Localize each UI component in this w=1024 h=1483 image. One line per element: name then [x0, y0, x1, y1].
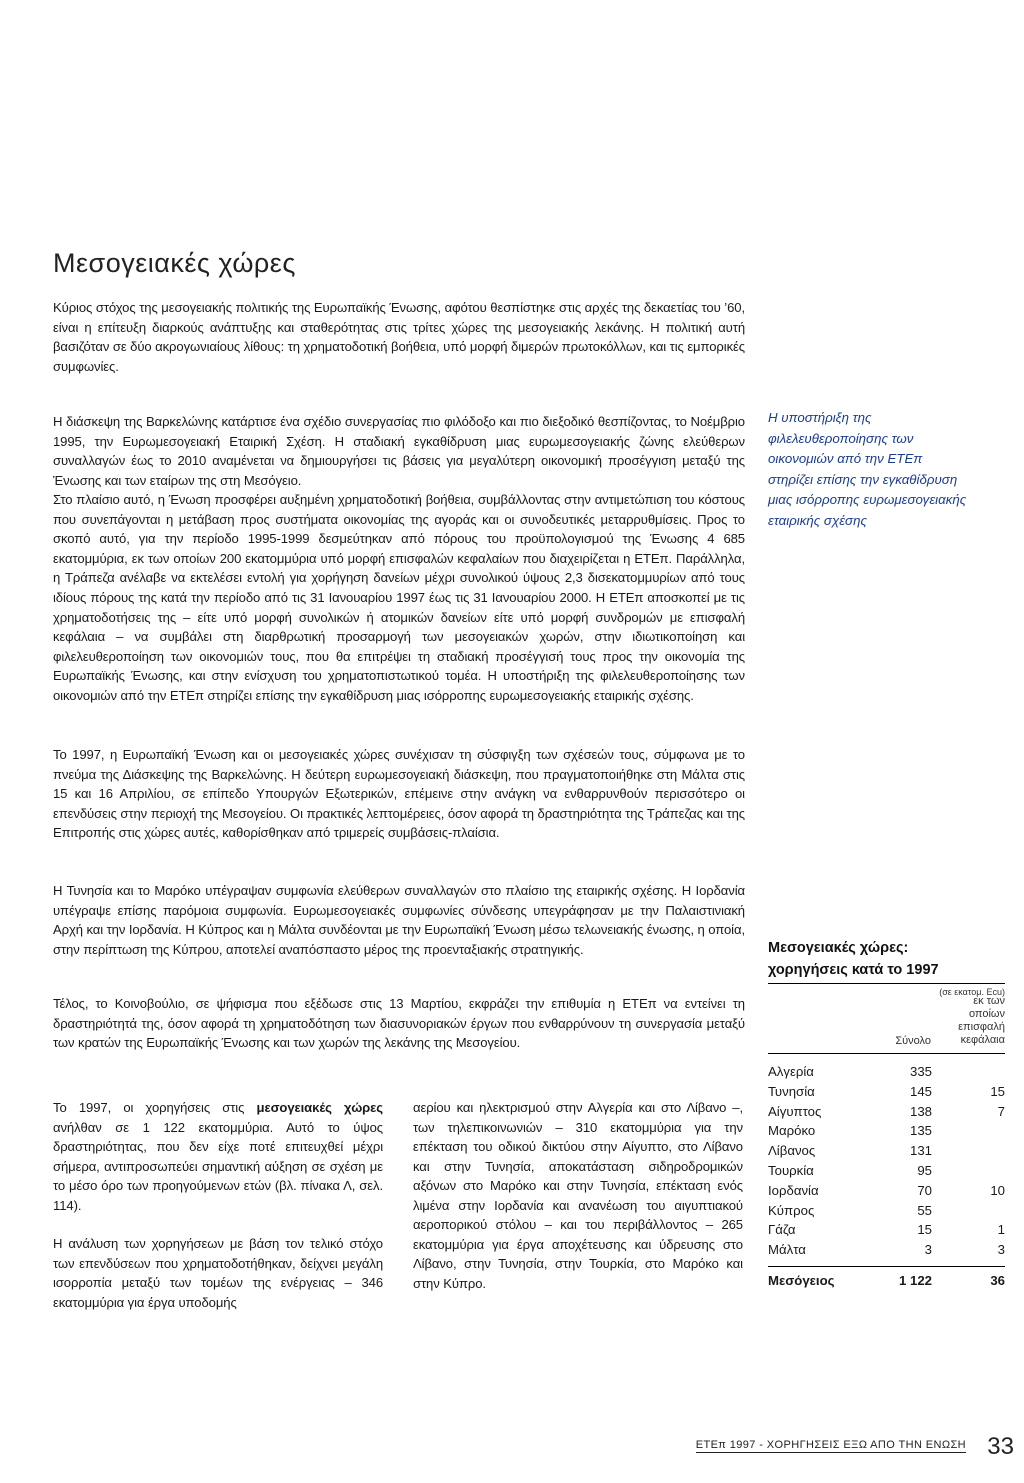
total-value: 1 122 — [898, 1272, 932, 1288]
row-risk: 1 — [997, 1222, 1005, 1238]
row-country: Λίβανος — [768, 1143, 816, 1159]
table-row — [768, 1240, 1005, 1260]
table-header-rule — [768, 1053, 1005, 1054]
table-body — [768, 1062, 1005, 1260]
table-row — [768, 1121, 1005, 1141]
page-footer — [600, 1423, 1014, 1463]
table-top-rule — [768, 983, 1005, 984]
page-number: 33 — [987, 1433, 1014, 1460]
table-row — [768, 1141, 1005, 1161]
loans-table — [768, 937, 1005, 1291]
row-risk: 3 — [997, 1242, 1005, 1258]
table-row — [768, 1181, 1005, 1201]
row-country: Αίγυπτος — [768, 1103, 822, 1119]
row-risk — [955, 1161, 1005, 1181]
total-label: Μεσόγειος — [768, 1272, 835, 1288]
paragraph-financing: Στο πλαίσιο αυτό, η Ένωση προσφέρει αυξημένη χρηματοδοτική βοήθεια, συμβάλλοντας στην αντιμετώπιση του κόστους που συνεπάγονται η μετάβαση προς συστήματα οικονομίας της αγοράς και οι συνοδευτικές μεταρρυθμίσεις. Προς το σκοπό αυτό, για την περίοδο 1995-1999 δεσμεύτηκαν από πόρους του προϋπολογισμού της Ένωσης 4 685 εκατομμύρια, εκ των οποίων 200 εκατομμύρια υπό μορφή επισφαλών κεφαλαίων που διαχειρίζεται η ΕΤΕπ. Παράλληλα, η Τράπεζα ανέλαβε να εκτελέσει εντολή για χορήγηση δανείων μέχρι συνολικού ύψους 2,3 δισεκατομμυρίων από τους ιδίους πόρους της κατά την περίοδο από τις 31 Ιανουαρίου 1997 έως τις 31 Ιανουαρίου 2000. Η ΕΤΕπ αποσκοπεί με τις χρηματοδοτήσεις της – είτε υπό μορφή συνολικών ή ατομικών δανείων είτε υπό μορφή συνδρομών με επισφαλή κεφάλαια – να συμβάλει στη διαρθρωτική προσαρμογή των μεσογειακών χωρών, στην ιδιωτικοποίηση και φιλελευθεροποίηση των οικονομιών τους, που θα επιτρέψει τη σταδιακή προσέγγισή τους προς την οικονομία της Ευρωπαϊκής Ένωσης, και στην ενίσχυση του χρηματοπιστωτικού τομέα. Η υποστήριξη της φιλελευθεροποίησης των οικονομιών από την ΕΤΕπ στηρίζει επίσης την εγκαθίδρυση μιας ισόρροπης ευρωμεσογειακής εταιρικής σχέσης. — [53, 492, 745, 703]
highlight-mediterranean: μεσογειακές χώρες — [256, 1100, 383, 1115]
left-paragraph-1: Το 1997, οι χορηγήσεις στις μεσογειακές χώρες ανήλθαν σε 1 122 εκατομμύρια. Αυτό το ύψος δραστηριότητας, που δεν είχε ποτέ επιτευχθεί μέχρι σήμερα, αντιπροσωπεύει σημαντική αύξηση σε σχέση με το μέσο όρο των προηγούμενων ετών (βλ. πίνακα Λ, σελ. 114). — [53, 1100, 383, 1213]
row-country: Τυνησία — [768, 1083, 815, 1099]
row-risk: 7 — [997, 1103, 1005, 1119]
row-risk — [955, 1062, 1005, 1082]
pull-quote: Η υποστήριξη της φιλελευθεροποίησης των οικονομιών από την ΕΤΕπ στηρίζει επίσης την εγκαθίδρυση μιας ισόρροπης ευρωμεσογειακής εταιρικής σχέσης — [768, 410, 967, 528]
column-header-risk-capital: εκ των οποίων επισφαλή κεφάλαια — [958, 995, 1005, 1046]
table-row — [768, 1102, 1005, 1122]
table-row — [768, 1220, 1005, 1240]
section-title: Μεσογειακές χώρες — [53, 248, 296, 278]
row-total: 145 — [909, 1083, 932, 1099]
left-paragraph-2: Η ανάλυση των χορηγήσεων με βάση τον τελικό στόχο των επενδύσεων που χρηματοδοτήθηκαν, δείχνει μεγάλη ισορροπία μεταξύ των τομέων της ενέργειας – 346 εκατομμύρια για έργα υποδομής — [53, 1236, 383, 1310]
right-column — [413, 1098, 743, 1293]
row-total: 95 — [917, 1162, 932, 1178]
table-row — [768, 1201, 1005, 1221]
footer-running-title: ΕΤΕπ 1997 - ΧΟΡΗΓΗΣΕΙΣ ΕΞΩ ΑΠΟ ΤΗΝ ΕΝΩΣΗ — [695, 1439, 966, 1451]
right-paragraph-1: αερίου και ηλεκτρισμού στην Αλγερία και στο Λίβανο –, των τηλεπικοινωνιών – 310 εκατομμύρια για την επέκταση του οδικού δικτύου στην Αίγυπτο, στο Λίβανο και στην Τυνησία, αποκατάσταση σιδηροδρομικών αξόνων στο Μαρόκο και στην Τυνησία, επέκταση ενός λιμένα στην Ιορδανία και ανανέωση του αιγυπτιακού αεροπορικού στόλου – και του περιβάλλοντος – 265 εκατομμύρια για έργα αποχέτευσης και ύδρευσης στο Λίβανο, στην Τυνησία, στην Τουρκία, στο Μαρόκο και στην Κύπρο. — [413, 1100, 743, 1291]
row-total: 131 — [909, 1143, 932, 1159]
table-row — [768, 1062, 1005, 1082]
row-total: 70 — [917, 1182, 932, 1198]
main-text-4 — [53, 745, 745, 843]
table-title-line2: χορηγήσεις κατά το 1997 — [768, 962, 939, 978]
row-risk — [955, 1141, 1005, 1161]
main-text-2 — [53, 412, 745, 490]
row-country: Μάλτα — [768, 1242, 806, 1258]
row-total: 15 — [917, 1222, 932, 1238]
left-column — [53, 1098, 383, 1312]
table-column-headers — [768, 997, 1005, 1047]
paragraph-parliament: Τέλος, το Κοινοβούλιο, σε ψήφισμα που εξέδωσε στις 13 Μαρτίου, εκφράζει την επιθυμία η ΕΤΕπ να εντείνει τη δραστηριότητά της, όσον αφορά τη χρηματοδότηση των διασυνοριακών έργων που ενθαρρύνουν τη συνεργασία μεταξύ των κρατών της Ευρωπαϊκής Ένωσης και των χωρών της λεκάνης της Μεσογείου. — [53, 996, 745, 1051]
row-country: Τουρκία — [768, 1162, 814, 1178]
row-country: Ιορδανία — [768, 1182, 819, 1198]
table-row — [768, 1082, 1005, 1102]
row-total: 3 — [924, 1242, 932, 1258]
main-text — [53, 298, 745, 376]
row-country: Γάζα — [768, 1222, 796, 1238]
main-text-3 — [53, 490, 745, 706]
total-risk-value: 36 — [990, 1272, 1005, 1288]
row-risk — [955, 1201, 1005, 1221]
table-total-row — [768, 1267, 1005, 1291]
column-header-total: Σύνολο — [895, 1035, 931, 1047]
row-risk — [955, 1121, 1005, 1141]
paragraph-intro: Κύριος στόχος της μεσογειακής πολιτικής της Ευρωπαϊκής Ένωσης, αφότου θεσπίστηκε στις αρχές της δεκαετίας του ’60, είναι η επίτευξη διαρκούς ανάπτυξης και σταθερότητας στις τρίτες χώρες της μεσογειακής λεκάνης. Η πολιτική αυτή βασιζόταν σε δύο ακρογωνιαίους λίθους: τη χρηματοδοτική βοήθεια, υπό μορφή διμερών πρωτοκόλλων, και τις εμπορικές συμφωνίες. — [53, 300, 745, 374]
row-country: Μαρόκο — [768, 1123, 816, 1139]
main-text-5 — [53, 881, 745, 959]
table-title — [768, 937, 1005, 981]
main-text-6 — [53, 994, 745, 1053]
table-title-line1: Μεσογειακές χώρες: — [768, 940, 909, 956]
row-total: 138 — [909, 1103, 932, 1119]
table-row — [768, 1161, 1005, 1181]
row-country: Κύπρος — [768, 1202, 815, 1218]
row-country: Αλγερία — [768, 1064, 814, 1079]
row-risk: 10 — [990, 1182, 1005, 1198]
row-total: 335 — [909, 1064, 932, 1079]
table-unit: (σε εκατομ. Ecu) — [939, 987, 1005, 997]
row-total: 55 — [917, 1202, 932, 1218]
paragraph-agreements: Η Τυνησία και το Μαρόκο υπέγραψαν συμφωνία ελεύθερων συναλλαγών στο πλαίσιο της εταιρικής σχέσης. Η Ιορδανία υπέγραψε επίσης παρόμοια συμφωνία. Ευρωμεσογειακές συμφωνίες σύνδεσης υπεγράφησαν με την Παλαιστινιακή Αρχή και την Ιορδανία. Η Κύπρος και η Μάλτα συνδέονται με την Ευρωπαϊκή Ένωση μέσω τελωνειακής ένωσης, η οποία, στην περίπτωση της Κύπρου, αποτελεί αναπόσπαστο μέρος της προενταξιακής στρατηγικής. — [53, 883, 745, 957]
row-total: 135 — [909, 1123, 932, 1139]
row-risk: 15 — [990, 1083, 1005, 1099]
paragraph-barcelona: Η διάσκεψη της Βαρκελώνης κατάρτισε ένα σχέδιο συνεργασίας πιο φιλόδοξο και πιο διεξοδικό θεσπίζοντας, το Νοέμβριο 1995, την Ευρωμεσογειακή Εταιρική Σχέση. Η σταδιακή εγκαθίδρυση μιας ευρωμεσογειακής ζώνης ελεύθερων συναλλαγών έως το 2010 αναμένεται να δημιουργήσει τις βάσεις για μεγαλύτερη οικονομική προσέγγιση μεταξύ της Ένωσης και των εταίρων της στη Μεσόγειο. — [53, 414, 745, 488]
paragraph-1997-relations: Το 1997, η Ευρωπαϊκή Ένωση και οι μεσογειακές χώρες συνέχισαν τη σύσφιγξη των σχέσεών τους, σύμφωνα με το πνεύμα της Διάσκεψης της Βαρκελώνης. Η δεύτερη ευρωμεσογειακή διάσκεψη, που πραγματοποιήθηκε στη Μάλτα στις 15 και 16 Απριλίου, σε επίπεδο Υπουργών Εξωτερικών, επέμεινε στην ανάγκη να ενθαρρυνθούν περισσότερο οι επενδύσεις στην περιοχή της Μεσογείου. Οι πρακτικές λεπτομέρειες, όσον αφορά τη δραστηριότητα της Τράπεζας και της Επιτροπής στις χώρες αυτές, καθορίσθηκαν από τριμερείς συμβάσεις-πλαίσια. — [53, 747, 745, 841]
